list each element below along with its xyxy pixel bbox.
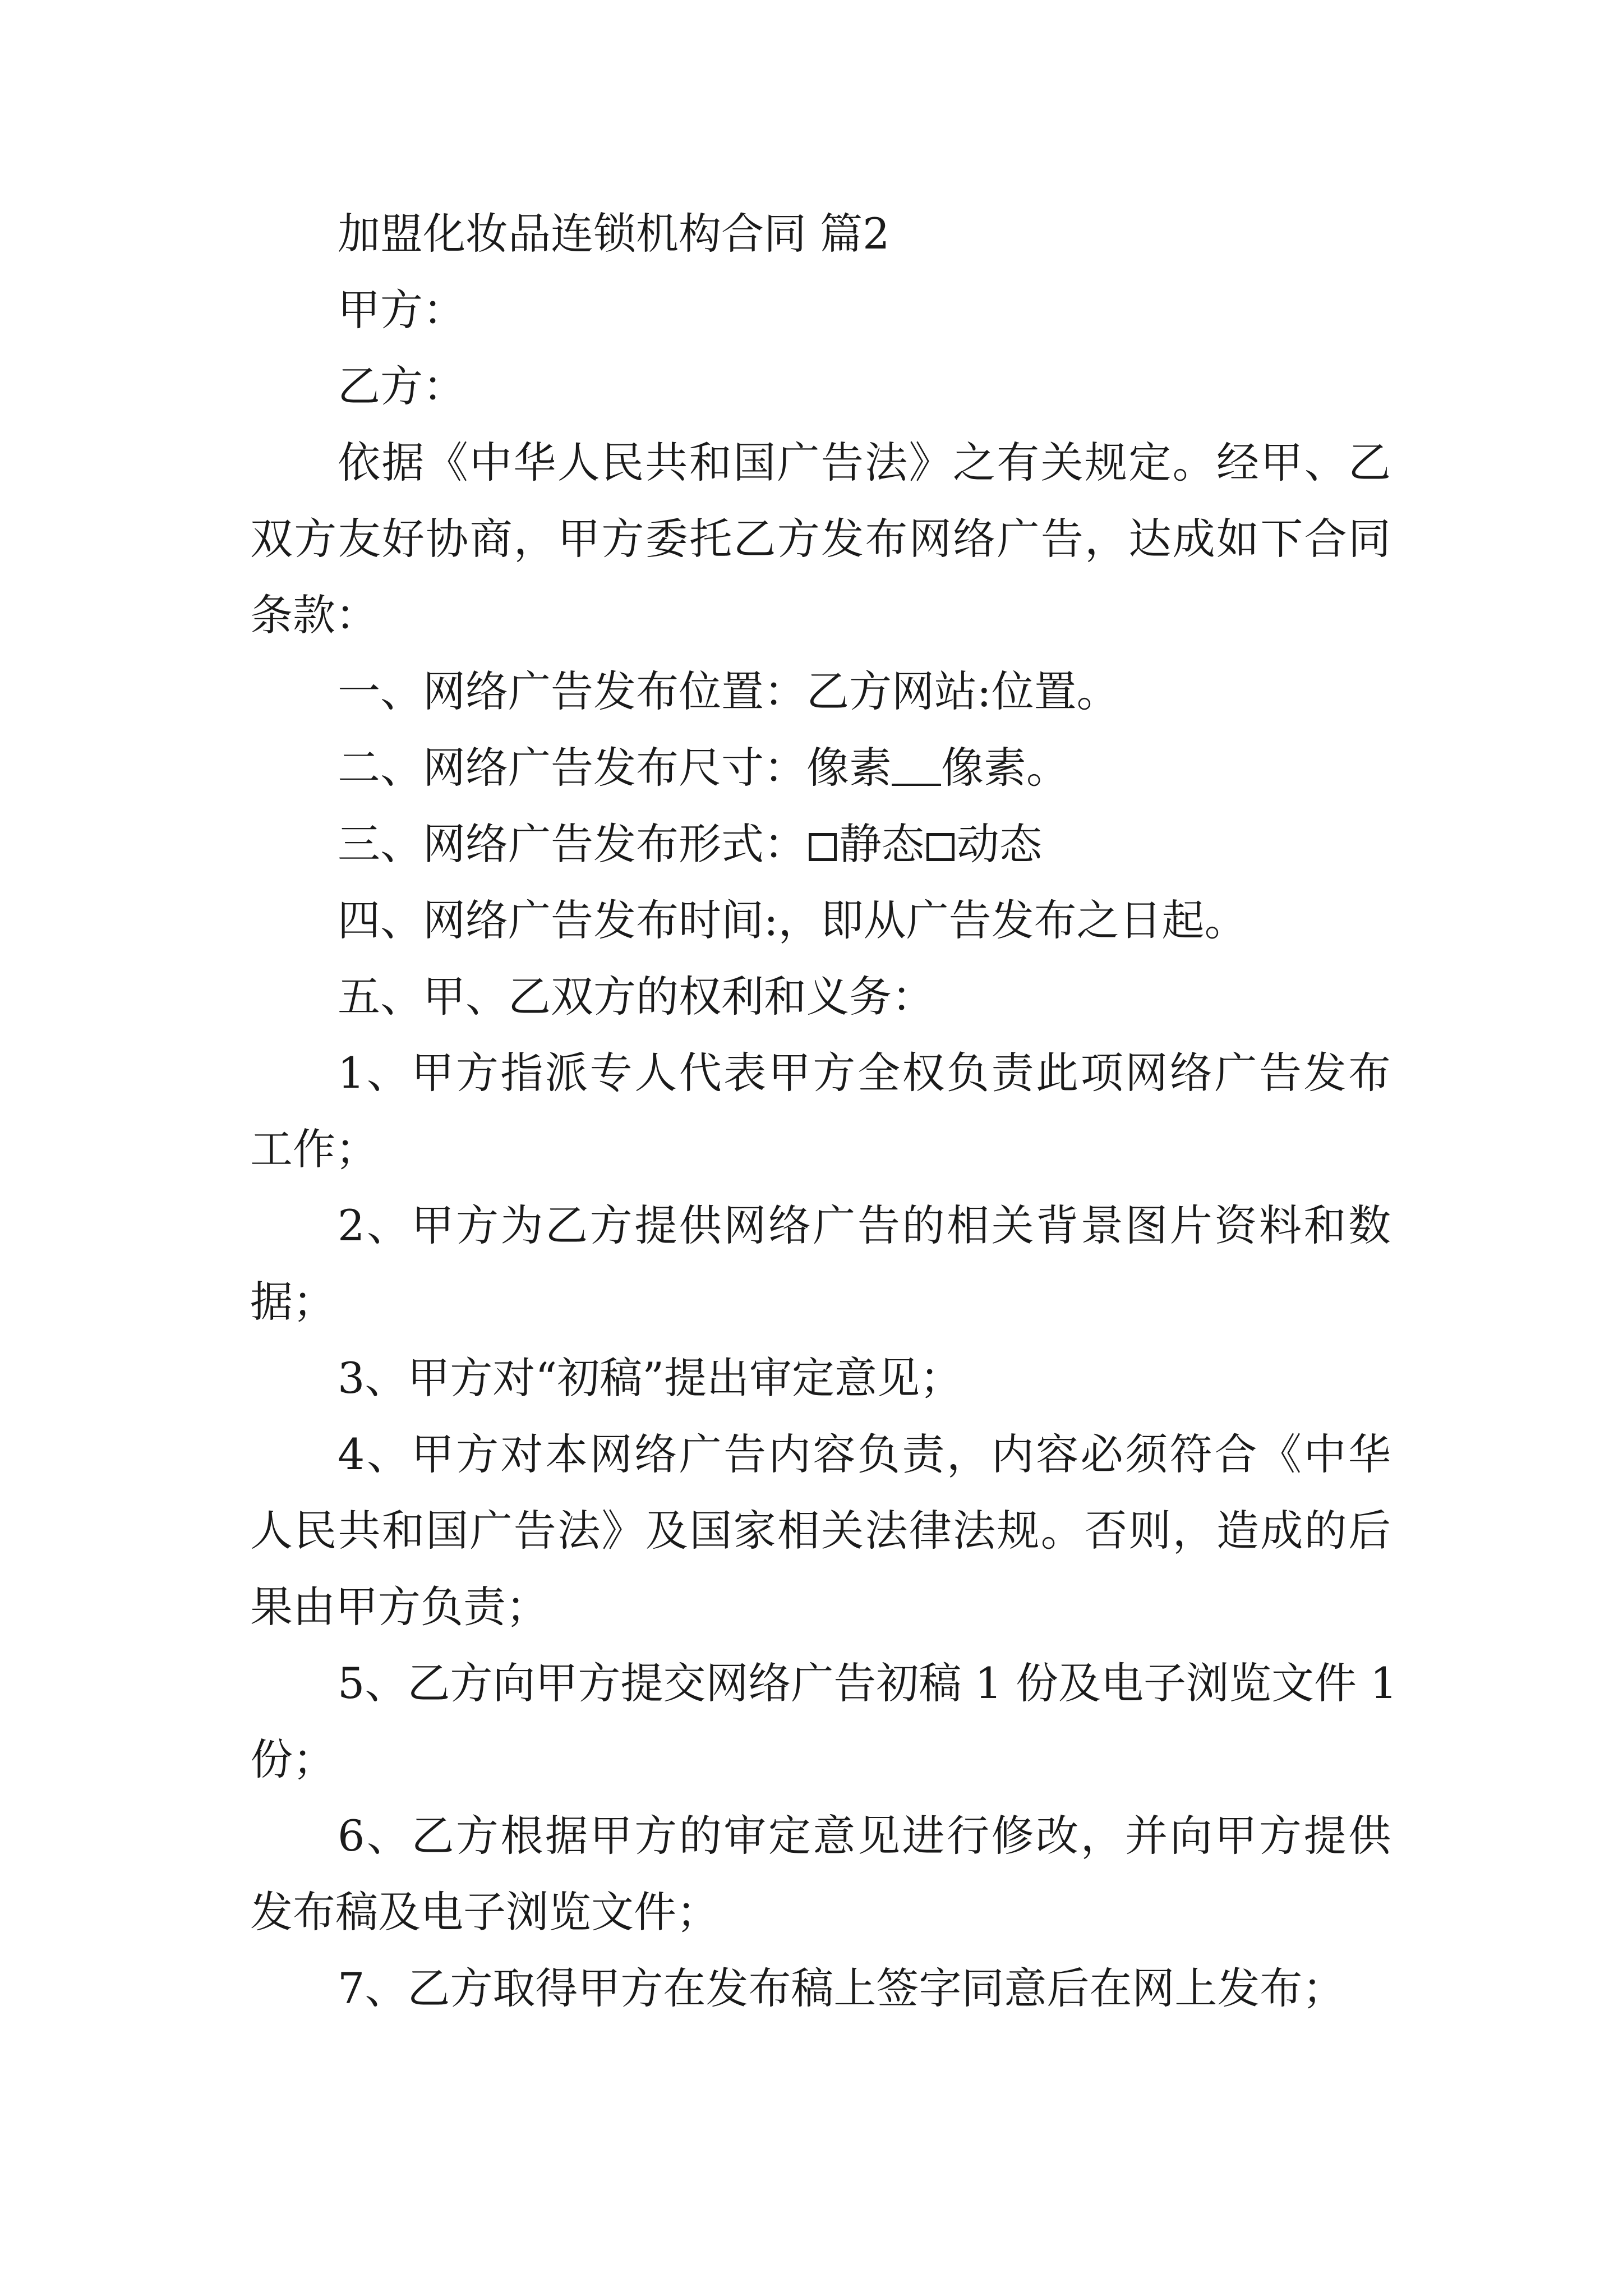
- item-4-line-3: 果由甲方负责；: [250, 1582, 548, 1632]
- blank-underline: [892, 744, 941, 786]
- intro-line-3: 条款：: [250, 590, 378, 640]
- item-7: 7、乙方取得甲方在发布稿上签字同意后在网上发布；: [338, 1963, 1345, 2013]
- item-2-line-1: 2、甲方为乙方提供网络广告的相关背景图片资料和数: [338, 1200, 1391, 1250]
- item-4-line-1: 4、甲方对本网络广告内容负责，内容必须符合《中华: [338, 1429, 1391, 1479]
- clause-2-text-before: 二、网络广告发布尺寸：像素: [338, 743, 892, 793]
- party-a-label: 甲方：: [338, 285, 465, 335]
- clause-3-label: 三、网络广告发布形式：: [338, 819, 806, 869]
- checkbox-static-icon: [809, 833, 837, 861]
- option-dynamic-label: 动态: [957, 819, 1042, 869]
- item-4-line-2: 人民共和国广告法》及国家相关法律法规。否则，造成的后: [250, 1506, 1391, 1556]
- option-static-label: 静态: [839, 819, 924, 869]
- clause-1: 一、网络广告发布位置：乙方网站:位置。: [338, 666, 1119, 716]
- party-b-label: 乙方：: [338, 361, 465, 411]
- item-6-line-1: 6、乙方根据甲方的审定意见进行修改，并向甲方提供: [338, 1811, 1391, 1861]
- item-5-line-1: 5、乙方向甲方提交网络广告初稿 1 份及电子浏览文件 1: [338, 1658, 1398, 1708]
- item-1-line-1: 1、甲方指派专人代表甲方全权负责此项网络广告发布: [338, 1048, 1391, 1098]
- item-1-line-2: 工作；: [250, 1124, 378, 1174]
- item-3: 3、甲方对“初稿”提出审定意见；: [338, 1353, 963, 1403]
- checkbox-dynamic-icon: [926, 833, 955, 861]
- item-5-line-2: 份；: [250, 1734, 335, 1784]
- clause-5: 五、甲、乙双方的权利和义务：: [338, 972, 934, 1022]
- clause-3: [338, 819, 1042, 869]
- intro-line-1: 依据《中华人民共和国广告法》之有关规定。经甲、乙: [338, 438, 1391, 487]
- item-2-line-2: 据；: [250, 1277, 335, 1327]
- intro-line-2: 双方友好协商，甲方委托乙方发布网络广告，达成如下合同: [250, 514, 1391, 564]
- clause-2: [338, 743, 1069, 793]
- item-6-line-2: 发布稿及电子浏览文件；: [250, 1887, 719, 1937]
- clause-4: 四、网络广告发布时间:，即从广告发布之日起。: [338, 895, 1247, 945]
- clause-2-text-after: 像素。: [941, 743, 1069, 793]
- document-title: 加盟化妆品连锁机构合同 篇2: [338, 209, 890, 259]
